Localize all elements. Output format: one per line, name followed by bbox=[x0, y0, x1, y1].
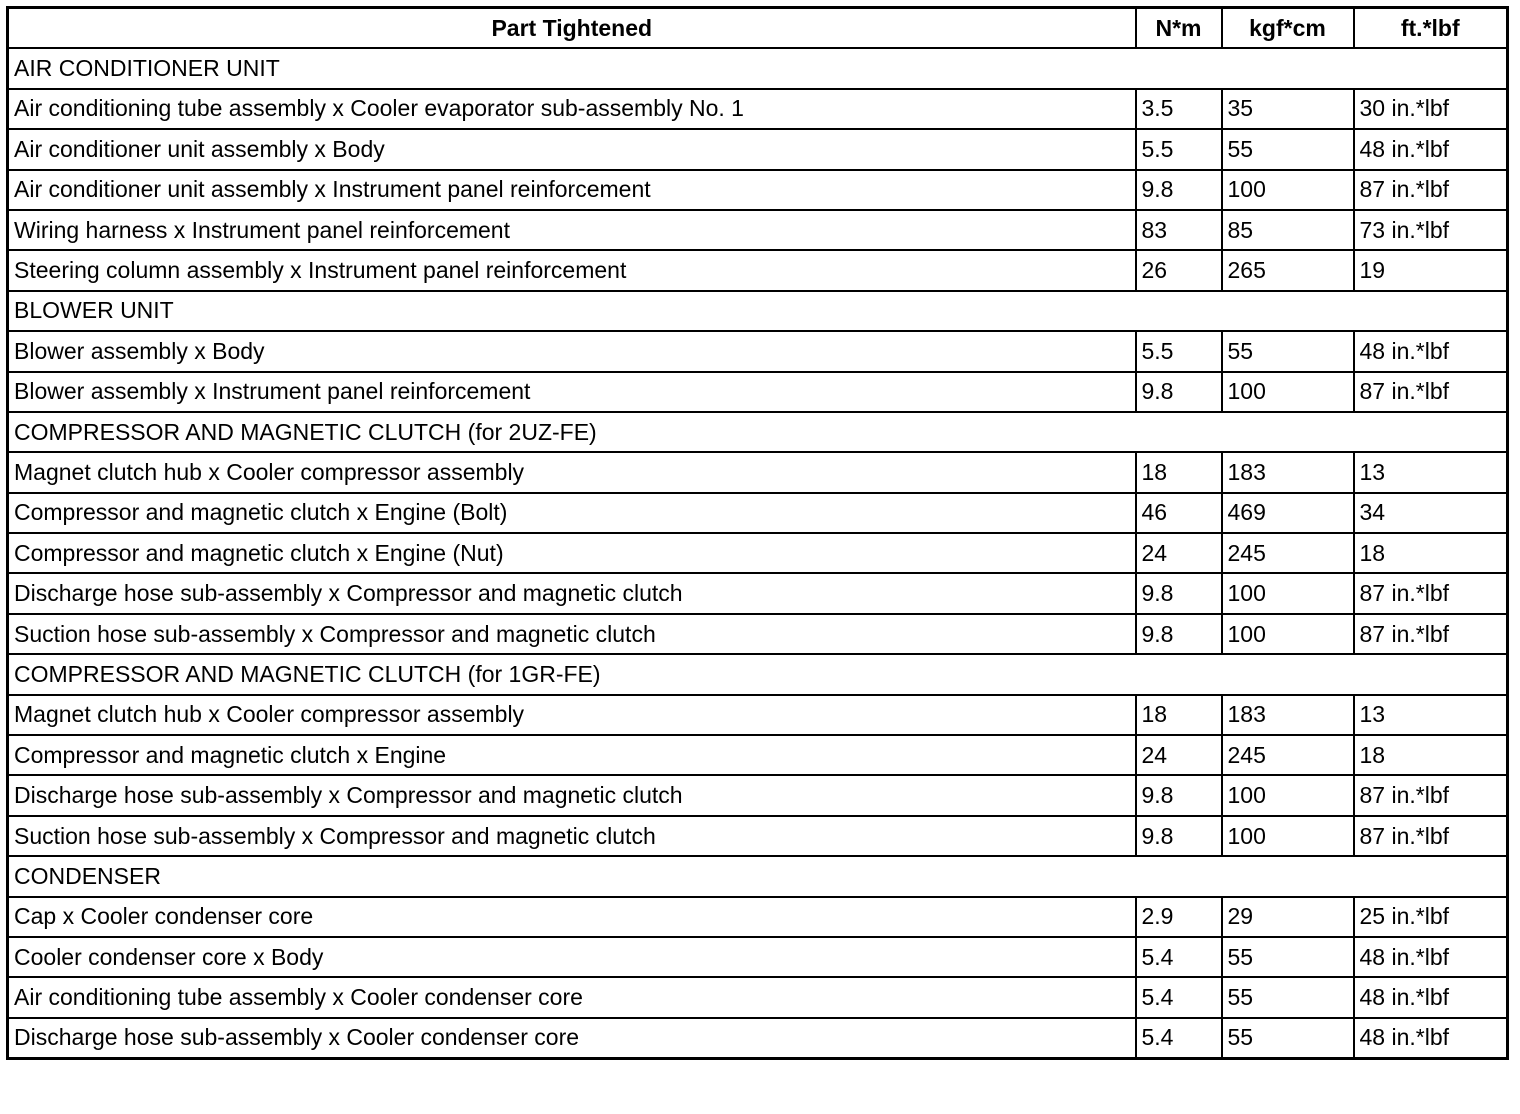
cell-part-tightened: Cap x Cooler condenser core bbox=[8, 897, 1136, 937]
cell-nm: 5.4 bbox=[1136, 1018, 1222, 1059]
cell-ft-lbf: 34 bbox=[1354, 493, 1508, 533]
table-row bbox=[8, 129, 1508, 169]
cell-kgf-cm: 265 bbox=[1222, 250, 1354, 290]
cell-nm: 26 bbox=[1136, 250, 1222, 290]
cell-part-tightened: Discharge hose sub-assembly x Cooler condenser core bbox=[8, 1018, 1136, 1059]
cell-nm: 9.8 bbox=[1136, 775, 1222, 815]
table-row bbox=[8, 372, 1508, 412]
cell-ft-lbf: 48 in.*lbf bbox=[1354, 129, 1508, 169]
cell-nm: 3.5 bbox=[1136, 89, 1222, 129]
cell-part-tightened: Blower assembly x Body bbox=[8, 331, 1136, 371]
cell-kgf-cm: 55 bbox=[1222, 937, 1354, 977]
cell-kgf-cm: 100 bbox=[1222, 573, 1354, 613]
torque-spec-table bbox=[6, 6, 1509, 1060]
cell-ft-lbf: 48 in.*lbf bbox=[1354, 977, 1508, 1017]
cell-nm: 5.4 bbox=[1136, 977, 1222, 1017]
section-title: COMPRESSOR AND MAGNETIC CLUTCH (for 1GR-FE) bbox=[8, 654, 1508, 694]
table-row bbox=[8, 210, 1508, 250]
cell-ft-lbf: 48 in.*lbf bbox=[1354, 1018, 1508, 1059]
table-row bbox=[8, 735, 1508, 775]
cell-kgf-cm: 100 bbox=[1222, 816, 1354, 856]
section-title: BLOWER UNIT bbox=[8, 291, 1508, 331]
cell-part-tightened: Discharge hose sub-assembly x Compressor and magnetic clutch bbox=[8, 573, 1136, 613]
section-row bbox=[8, 856, 1508, 896]
cell-kgf-cm: 100 bbox=[1222, 372, 1354, 412]
cell-kgf-cm: 469 bbox=[1222, 493, 1354, 533]
table-row bbox=[8, 452, 1508, 492]
cell-nm: 9.8 bbox=[1136, 816, 1222, 856]
cell-ft-lbf: 18 bbox=[1354, 735, 1508, 775]
table-row bbox=[8, 816, 1508, 856]
cell-part-tightened: Air conditioner unit assembly x Instrument panel reinforcement bbox=[8, 170, 1136, 210]
cell-ft-lbf: 13 bbox=[1354, 695, 1508, 735]
cell-kgf-cm: 245 bbox=[1222, 735, 1354, 775]
cell-ft-lbf: 19 bbox=[1354, 250, 1508, 290]
section-row bbox=[8, 654, 1508, 694]
cell-kgf-cm: 55 bbox=[1222, 1018, 1354, 1059]
cell-part-tightened: Compressor and magnetic clutch x Engine (Bolt) bbox=[8, 493, 1136, 533]
cell-ft-lbf: 25 in.*lbf bbox=[1354, 897, 1508, 937]
cell-nm: 5.5 bbox=[1136, 331, 1222, 371]
table-row bbox=[8, 937, 1508, 977]
cell-ft-lbf: 87 in.*lbf bbox=[1354, 372, 1508, 412]
cell-kgf-cm: 29 bbox=[1222, 897, 1354, 937]
torque-spec-sheet bbox=[6, 6, 1509, 1060]
cell-kgf-cm: 245 bbox=[1222, 533, 1354, 573]
cell-nm: 24 bbox=[1136, 735, 1222, 775]
section-row bbox=[8, 291, 1508, 331]
cell-ft-lbf: 87 in.*lbf bbox=[1354, 170, 1508, 210]
cell-nm: 46 bbox=[1136, 493, 1222, 533]
cell-part-tightened: Wiring harness x Instrument panel reinforcement bbox=[8, 210, 1136, 250]
cell-nm: 18 bbox=[1136, 695, 1222, 735]
cell-kgf-cm: 55 bbox=[1222, 331, 1354, 371]
cell-kgf-cm: 55 bbox=[1222, 977, 1354, 1017]
table-row bbox=[8, 695, 1508, 735]
cell-part-tightened: Magnet clutch hub x Cooler compressor assembly bbox=[8, 695, 1136, 735]
cell-part-tightened: Discharge hose sub-assembly x Compressor and magnetic clutch bbox=[8, 775, 1136, 815]
table-row bbox=[8, 170, 1508, 210]
cell-nm: 83 bbox=[1136, 210, 1222, 250]
cell-part-tightened: Air conditioner unit assembly x Body bbox=[8, 129, 1136, 169]
cell-part-tightened: Steering column assembly x Instrument panel reinforcement bbox=[8, 250, 1136, 290]
cell-part-tightened: Suction hose sub-assembly x Compressor and magnetic clutch bbox=[8, 614, 1136, 654]
cell-ft-lbf: 87 in.*lbf bbox=[1354, 816, 1508, 856]
cell-part-tightened: Blower assembly x Instrument panel reinforcement bbox=[8, 372, 1136, 412]
section-row bbox=[8, 48, 1508, 88]
table-row bbox=[8, 331, 1508, 371]
cell-nm: 5.5 bbox=[1136, 129, 1222, 169]
cell-kgf-cm: 183 bbox=[1222, 695, 1354, 735]
table-row bbox=[8, 775, 1508, 815]
cell-nm: 9.8 bbox=[1136, 372, 1222, 412]
table-row bbox=[8, 614, 1508, 654]
cell-ft-lbf: 73 in.*lbf bbox=[1354, 210, 1508, 250]
cell-kgf-cm: 35 bbox=[1222, 89, 1354, 129]
header-part-tightened: Part Tightened bbox=[8, 8, 1136, 49]
cell-part-tightened: Compressor and magnetic clutch x Engine (Nut) bbox=[8, 533, 1136, 573]
cell-nm: 18 bbox=[1136, 452, 1222, 492]
cell-nm: 9.8 bbox=[1136, 614, 1222, 654]
cell-kgf-cm: 183 bbox=[1222, 452, 1354, 492]
cell-ft-lbf: 87 in.*lbf bbox=[1354, 614, 1508, 654]
cell-part-tightened: Compressor and magnetic clutch x Engine bbox=[8, 735, 1136, 775]
table-row bbox=[8, 250, 1508, 290]
cell-kgf-cm: 100 bbox=[1222, 170, 1354, 210]
cell-part-tightened: Magnet clutch hub x Cooler compressor assembly bbox=[8, 452, 1136, 492]
cell-ft-lbf: 18 bbox=[1354, 533, 1508, 573]
cell-ft-lbf: 87 in.*lbf bbox=[1354, 573, 1508, 613]
cell-ft-lbf: 48 in.*lbf bbox=[1354, 937, 1508, 977]
table-body bbox=[8, 48, 1508, 1058]
header-ft-lbf: ft.*lbf bbox=[1354, 8, 1508, 49]
section-title: AIR CONDITIONER UNIT bbox=[8, 48, 1508, 88]
cell-ft-lbf: 48 in.*lbf bbox=[1354, 331, 1508, 371]
table-row bbox=[8, 573, 1508, 613]
header-kgf-cm: kgf*cm bbox=[1222, 8, 1354, 49]
cell-part-tightened: Cooler condenser core x Body bbox=[8, 937, 1136, 977]
cell-nm: 2.9 bbox=[1136, 897, 1222, 937]
cell-kgf-cm: 100 bbox=[1222, 775, 1354, 815]
table-header-row bbox=[8, 8, 1508, 49]
section-row bbox=[8, 412, 1508, 452]
cell-nm: 5.4 bbox=[1136, 937, 1222, 977]
cell-nm: 9.8 bbox=[1136, 573, 1222, 613]
section-title: COMPRESSOR AND MAGNETIC CLUTCH (for 2UZ-FE) bbox=[8, 412, 1508, 452]
cell-kgf-cm: 100 bbox=[1222, 614, 1354, 654]
cell-ft-lbf: 87 in.*lbf bbox=[1354, 775, 1508, 815]
cell-nm: 9.8 bbox=[1136, 170, 1222, 210]
cell-part-tightened: Air conditioning tube assembly x Cooler evaporator sub-assembly No. 1 bbox=[8, 89, 1136, 129]
section-title: CONDENSER bbox=[8, 856, 1508, 896]
cell-kgf-cm: 55 bbox=[1222, 129, 1354, 169]
cell-part-tightened: Air conditioning tube assembly x Cooler condenser core bbox=[8, 977, 1136, 1017]
table-row bbox=[8, 533, 1508, 573]
cell-ft-lbf: 13 bbox=[1354, 452, 1508, 492]
table-row bbox=[8, 1018, 1508, 1059]
table-row bbox=[8, 89, 1508, 129]
cell-ft-lbf: 30 in.*lbf bbox=[1354, 89, 1508, 129]
cell-kgf-cm: 85 bbox=[1222, 210, 1354, 250]
table-row bbox=[8, 897, 1508, 937]
header-nm: N*m bbox=[1136, 8, 1222, 49]
table-row bbox=[8, 493, 1508, 533]
cell-nm: 24 bbox=[1136, 533, 1222, 573]
table-row bbox=[8, 977, 1508, 1017]
cell-part-tightened: Suction hose sub-assembly x Compressor and magnetic clutch bbox=[8, 816, 1136, 856]
